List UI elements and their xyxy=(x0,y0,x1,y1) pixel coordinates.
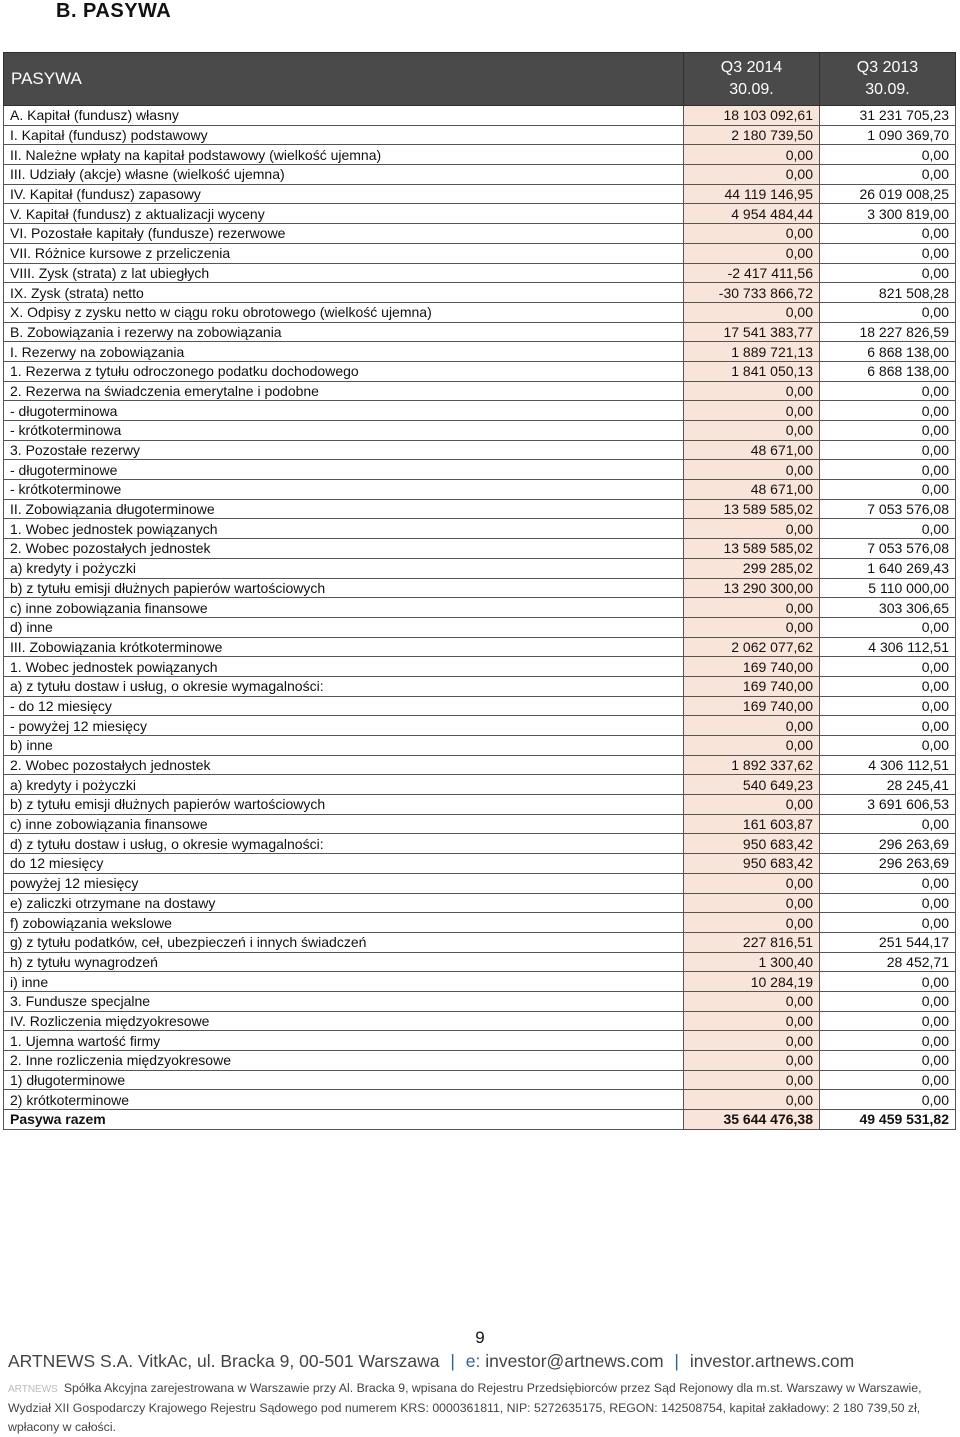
row-value-q3-2014: 169 740,00 xyxy=(684,696,820,716)
row-value-q3-2013: 1 090 369,70 xyxy=(820,125,956,145)
row-label: - długoterminowe xyxy=(4,460,684,480)
row-label: powyżej 12 miesięcy xyxy=(4,873,684,893)
row-value-q3-2014: 950 683,42 xyxy=(684,834,820,854)
row-value-q3-2013: 0,00 xyxy=(820,421,956,441)
row-label: X. Odpisy z zysku netto w ciągu roku obrotowego (wielkość ujemna) xyxy=(4,302,684,322)
header-col-q3-2014-date: 30.09. xyxy=(729,81,774,98)
row-value-q3-2014: 0,00 xyxy=(684,401,820,421)
row-label: - krótkoterminowe xyxy=(4,480,684,500)
row-value-q3-2013: 5 110 000,00 xyxy=(820,578,956,598)
row-label: 1. Rezerwa z tytułu odroczonego podatku dochodowego xyxy=(4,361,684,381)
row-value-q3-2013: 0,00 xyxy=(820,460,956,480)
footer-company: ARTNEWS S.A. VitkAc, ul. Bracka 9, 00-501 Warszawa xyxy=(8,1351,440,1371)
table-row xyxy=(4,637,956,657)
row-value-q3-2013: 0,00 xyxy=(820,972,956,992)
row-value-q3-2013: 0,00 xyxy=(820,991,956,1011)
row-value-q3-2014: 13 589 585,02 xyxy=(684,499,820,519)
table-row xyxy=(4,184,956,204)
row-label: 3. Pozostałe rezerwy xyxy=(4,440,684,460)
row-value-q3-2013: 0,00 xyxy=(820,893,956,913)
row-label: VI. Pozostałe kapitały (fundusze) rezerwowe xyxy=(4,224,684,244)
row-value-q3-2014: 0,00 xyxy=(684,1031,820,1051)
row-label: - do 12 miesięcy xyxy=(4,696,684,716)
row-label: c) inne zobowiązania finansowe xyxy=(4,814,684,834)
table-row xyxy=(4,932,956,952)
row-label: A. Kapitał (fundusz) własny xyxy=(4,106,684,126)
table-row xyxy=(4,224,956,244)
row-value-q3-2013: 0,00 xyxy=(820,401,956,421)
table-row xyxy=(4,342,956,362)
row-value-q3-2013: 0,00 xyxy=(820,243,956,263)
row-value-q3-2014: 0,00 xyxy=(684,302,820,322)
row-value-q3-2013: 6 868 138,00 xyxy=(820,361,956,381)
liabilities-table xyxy=(3,52,956,1130)
row-value-q3-2013: 26 019 008,25 xyxy=(820,184,956,204)
row-label: B. Zobowiązania i rezerwy na zobowiązania xyxy=(4,322,684,342)
total-row xyxy=(4,1110,956,1130)
row-label: b) inne xyxy=(4,736,684,756)
footer-separator: | xyxy=(450,1351,455,1371)
row-label: - długoterminowa xyxy=(4,401,684,421)
page-number: 9 xyxy=(475,1328,485,1347)
total-label: Pasywa razem xyxy=(4,1110,684,1130)
table-row xyxy=(4,322,956,342)
row-value-q3-2014: 0,00 xyxy=(684,1090,820,1110)
row-value-q3-2013: 0,00 xyxy=(820,676,956,696)
header-label: PASYWA xyxy=(4,53,684,106)
section-title: B. PASYWA xyxy=(56,0,172,22)
row-label: II. Zobowiązania długoterminowe xyxy=(4,499,684,519)
row-value-q3-2014: -2 417 411,56 xyxy=(684,263,820,283)
row-value-q3-2014: 0,00 xyxy=(684,519,820,539)
row-value-q3-2014: 1 841 050,13 xyxy=(684,361,820,381)
row-value-q3-2014: 0,00 xyxy=(684,381,820,401)
row-value-q3-2013: 28 452,71 xyxy=(820,952,956,972)
table-row xyxy=(4,952,956,972)
row-value-q3-2014: 0,00 xyxy=(684,617,820,637)
row-label: 1. Ujemna wartość firmy xyxy=(4,1031,684,1051)
row-value-q3-2014: 1 300,40 xyxy=(684,952,820,972)
row-value-q3-2014: 0,00 xyxy=(684,460,820,480)
table-row xyxy=(4,991,956,1011)
table-body xyxy=(4,106,956,1130)
table-row xyxy=(4,165,956,185)
row-value-q3-2013: 0,00 xyxy=(820,1031,956,1051)
row-label: 2) krótkoterminowe xyxy=(4,1090,684,1110)
table-row xyxy=(4,361,956,381)
row-value-q3-2014: 18 103 092,61 xyxy=(684,106,820,126)
row-value-q3-2013: 0,00 xyxy=(820,224,956,244)
row-value-q3-2013: 7 053 576,08 xyxy=(820,539,956,559)
row-label: 3. Fundusze specjalne xyxy=(4,991,684,1011)
row-value-q3-2013: 0,00 xyxy=(820,1051,956,1071)
row-value-q3-2014: 0,00 xyxy=(684,145,820,165)
row-value-q3-2013: 4 306 112,51 xyxy=(820,755,956,775)
table-row xyxy=(4,834,956,854)
row-label: a) kredyty i pożyczki xyxy=(4,775,684,795)
row-value-q3-2013: 0,00 xyxy=(820,480,956,500)
row-value-q3-2013: 0,00 xyxy=(820,814,956,834)
row-value-q3-2013: 0,00 xyxy=(820,519,956,539)
table-row xyxy=(4,854,956,874)
table-row xyxy=(4,558,956,578)
table-row xyxy=(4,893,956,913)
table-row xyxy=(4,125,956,145)
row-value-q3-2014: 44 119 146,95 xyxy=(684,184,820,204)
row-value-q3-2013: 0,00 xyxy=(820,617,956,637)
table-row xyxy=(4,795,956,815)
row-label: h) z tytułu wynagrodzeń xyxy=(4,952,684,972)
row-value-q3-2013: 6 868 138,00 xyxy=(820,342,956,362)
row-label: c) inne zobowiązania finansowe xyxy=(4,598,684,618)
row-value-q3-2014: 0,00 xyxy=(684,1070,820,1090)
row-label: 1. Wobec jednostek powiązanych xyxy=(4,519,684,539)
row-value-q3-2013: 4 306 112,51 xyxy=(820,637,956,657)
table-row xyxy=(4,519,956,539)
header-col-q3-2014-period: Q3 2014 xyxy=(720,59,783,76)
footer-email-link[interactable]: investor@artnews.com xyxy=(485,1351,664,1371)
row-value-q3-2013: 7 053 576,08 xyxy=(820,499,956,519)
row-label: g) z tytułu podatków, ceł, ubezpieczeń i innych świadczeń xyxy=(4,932,684,952)
table-row xyxy=(4,736,956,756)
row-value-q3-2013: 0,00 xyxy=(820,696,956,716)
table-row xyxy=(4,381,956,401)
table-row xyxy=(4,1051,956,1071)
row-value-q3-2014: 169 740,00 xyxy=(684,676,820,696)
header-col-q3-2013 xyxy=(820,53,956,106)
row-value-q3-2013: 0,00 xyxy=(820,1090,956,1110)
row-value-q3-2014: 0,00 xyxy=(684,716,820,736)
row-value-q3-2014: 1 889 721,13 xyxy=(684,342,820,362)
table-row xyxy=(4,106,956,126)
row-label: d) z tytułu dostaw i usług, o okresie wymagalności: xyxy=(4,834,684,854)
row-label: e) zaliczki otrzymane na dostawy xyxy=(4,893,684,913)
row-value-q3-2013: 18 227 826,59 xyxy=(820,322,956,342)
row-label: 2. Rezerwa na świadczenia emerytalne i podobne xyxy=(4,381,684,401)
row-value-q3-2014: 48 671,00 xyxy=(684,480,820,500)
table-row xyxy=(4,696,956,716)
header-col-q3-2013-date: 30.09. xyxy=(865,81,910,98)
row-value-q3-2014: 0,00 xyxy=(684,991,820,1011)
table-row xyxy=(4,972,956,992)
row-value-q3-2014: 0,00 xyxy=(684,873,820,893)
row-value-q3-2014: 0,00 xyxy=(684,243,820,263)
row-label: 1) długoterminowe xyxy=(4,1070,684,1090)
table-row xyxy=(4,539,956,559)
row-value-q3-2013: 0,00 xyxy=(820,736,956,756)
row-label: IV. Kapitał (fundusz) zapasowy xyxy=(4,184,684,204)
table-row xyxy=(4,243,956,263)
row-value-q3-2013: 0,00 xyxy=(820,302,956,322)
row-value-q3-2014: 0,00 xyxy=(684,736,820,756)
table-row xyxy=(4,598,956,618)
table-row xyxy=(4,913,956,933)
table-row xyxy=(4,578,956,598)
row-value-q3-2014: 17 541 383,77 xyxy=(684,322,820,342)
row-label: a) z tytułu dostaw i usług, o okresie wymagalności: xyxy=(4,676,684,696)
row-value-q3-2014: 0,00 xyxy=(684,893,820,913)
row-value-q3-2014: 0,00 xyxy=(684,795,820,815)
row-label: do 12 miesięcy xyxy=(4,854,684,874)
row-value-q3-2014: 13 589 585,02 xyxy=(684,539,820,559)
row-label: b) z tytułu emisji dłużnych papierów wartościowych xyxy=(4,578,684,598)
row-label: IX. Zysk (strata) netto xyxy=(4,283,684,303)
row-label: 2. Wobec pozostałych jednostek xyxy=(4,755,684,775)
row-value-q3-2014: 0,00 xyxy=(684,165,820,185)
row-value-q3-2013: 251 544,17 xyxy=(820,932,956,952)
row-label: d) inne xyxy=(4,617,684,637)
row-value-q3-2014: 161 603,87 xyxy=(684,814,820,834)
row-value-q3-2013: 0,00 xyxy=(820,913,956,933)
row-value-q3-2013: 0,00 xyxy=(820,873,956,893)
row-label: I. Rezerwy na zobowiązania xyxy=(4,342,684,362)
row-value-q3-2013: 3 300 819,00 xyxy=(820,204,956,224)
table-row xyxy=(4,283,956,303)
row-value-q3-2013: 1 640 269,43 xyxy=(820,558,956,578)
table-row xyxy=(4,204,956,224)
table-row xyxy=(4,1090,956,1110)
table-row xyxy=(4,302,956,322)
footer-legal xyxy=(8,1379,953,1437)
row-value-q3-2013: 31 231 705,23 xyxy=(820,106,956,126)
row-label: 1. Wobec jednostek powiązanych xyxy=(4,657,684,677)
footer-contact xyxy=(8,1351,854,1372)
footer-email-label: e: xyxy=(465,1351,481,1371)
row-value-q3-2013: 0,00 xyxy=(820,1011,956,1031)
table-row xyxy=(4,460,956,480)
row-value-q3-2014: 0,00 xyxy=(684,1051,820,1071)
row-label: - krótkoterminowa xyxy=(4,421,684,441)
row-value-q3-2013: 303 306,65 xyxy=(820,598,956,618)
table-row xyxy=(4,617,956,637)
row-label: IV. Rozliczenia międzyokresowe xyxy=(4,1011,684,1031)
table-row xyxy=(4,1031,956,1051)
row-label: 2. Wobec pozostałych jednostek xyxy=(4,539,684,559)
row-value-q3-2014: 227 816,51 xyxy=(684,932,820,952)
row-value-q3-2014: 0,00 xyxy=(684,913,820,933)
footer-website-link[interactable]: investor.artnews.com xyxy=(689,1351,855,1371)
row-value-q3-2013: 0,00 xyxy=(820,263,956,283)
table-row xyxy=(4,1070,956,1090)
row-value-q3-2013: 0,00 xyxy=(820,145,956,165)
row-value-q3-2014: 540 649,23 xyxy=(684,775,820,795)
table-row xyxy=(4,716,956,736)
row-label: II. Należne wpłaty na kapitał podstawowy (wielkość ujemna) xyxy=(4,145,684,165)
row-value-q3-2013: 0,00 xyxy=(820,657,956,677)
row-label: i) inne xyxy=(4,972,684,992)
row-value-q3-2013: 0,00 xyxy=(820,381,956,401)
table-row xyxy=(4,657,956,677)
footer-separator: | xyxy=(674,1351,679,1371)
row-value-q3-2013: 296 263,69 xyxy=(820,834,956,854)
total-value-q3-2014: 35 644 476,38 xyxy=(684,1110,820,1130)
row-value-q3-2014: 950 683,42 xyxy=(684,854,820,874)
row-value-q3-2014: 48 671,00 xyxy=(684,440,820,460)
row-label: - powyżej 12 miesięcy xyxy=(4,716,684,736)
row-value-q3-2014: 2 180 739,50 xyxy=(684,125,820,145)
row-value-q3-2013: 0,00 xyxy=(820,440,956,460)
footer-legal-text: Spółka Akcyjna zarejestrowana w Warszawie przy Al. Bracka 9, wpisana do Rejestru Przedsiębiorców przez Sąd Rejonowy dla m.st. Warszawy w Warszawie, Wydział XII Gospodarczy Krajowego Rejestru Sądowego pod numerem KRS: 0000361811, NIP: 5272635175, REGON: 142508754, kapitał zakładowy: 2 180 739,50 zł, wpłacony w całości. xyxy=(8,1381,922,1434)
table-row xyxy=(4,676,956,696)
row-value-q3-2014: -30 733 866,72 xyxy=(684,283,820,303)
total-value-q3-2013: 49 459 531,82 xyxy=(820,1110,956,1130)
row-value-q3-2013: 296 263,69 xyxy=(820,854,956,874)
header-col-q3-2013-period: Q3 2013 xyxy=(856,59,919,76)
row-value-q3-2013: 3 691 606,53 xyxy=(820,795,956,815)
table-row xyxy=(4,499,956,519)
row-label: a) kredyty i pożyczki xyxy=(4,558,684,578)
row-label: I. Kapitał (fundusz) podstawowy xyxy=(4,125,684,145)
row-label: 2. Inne rozliczenia międzyokresowe xyxy=(4,1051,684,1071)
table-row xyxy=(4,263,956,283)
row-value-q3-2014: 1 892 337,62 xyxy=(684,755,820,775)
table-row xyxy=(4,421,956,441)
table-row xyxy=(4,1011,956,1031)
header-col-q3-2014 xyxy=(684,53,820,106)
row-value-q3-2013: 0,00 xyxy=(820,1070,956,1090)
row-label: f) zobowiązania wekslowe xyxy=(4,913,684,933)
table-row xyxy=(4,755,956,775)
table-row xyxy=(4,775,956,795)
table-row xyxy=(4,401,956,421)
row-value-q3-2014: 4 954 484,44 xyxy=(684,204,820,224)
table-row xyxy=(4,145,956,165)
row-value-q3-2013: 821 508,28 xyxy=(820,283,956,303)
row-value-q3-2014: 0,00 xyxy=(684,224,820,244)
table-row xyxy=(4,440,956,460)
row-value-q3-2014: 0,00 xyxy=(684,421,820,441)
row-value-q3-2013: 0,00 xyxy=(820,716,956,736)
row-value-q3-2014: 0,00 xyxy=(684,1011,820,1031)
row-value-q3-2014: 169 740,00 xyxy=(684,657,820,677)
row-label: VII. Różnice kursowe z przeliczenia xyxy=(4,243,684,263)
row-label: V. Kapitał (fundusz) z aktualizacji wyceny xyxy=(4,204,684,224)
table-header-row xyxy=(4,53,956,106)
footer-brand-logo: ARTNEWS xyxy=(8,1384,58,1395)
row-label: III. Zobowiązania krótkoterminowe xyxy=(4,637,684,657)
row-label: VIII. Zysk (strata) z lat ubiegłych xyxy=(4,263,684,283)
row-value-q3-2014: 13 290 300,00 xyxy=(684,578,820,598)
table-row xyxy=(4,814,956,834)
row-value-q3-2014: 10 284,19 xyxy=(684,972,820,992)
row-value-q3-2014: 2 062 077,62 xyxy=(684,637,820,657)
row-value-q3-2014: 299 285,02 xyxy=(684,558,820,578)
table-row xyxy=(4,480,956,500)
table-row xyxy=(4,873,956,893)
row-label: III. Udziały (akcje) własne (wielkość ujemna) xyxy=(4,165,684,185)
row-value-q3-2013: 0,00 xyxy=(820,165,956,185)
row-value-q3-2014: 0,00 xyxy=(684,598,820,618)
row-value-q3-2013: 28 245,41 xyxy=(820,775,956,795)
row-label: b) z tytułu emisji dłużnych papierów wartościowych xyxy=(4,795,684,815)
